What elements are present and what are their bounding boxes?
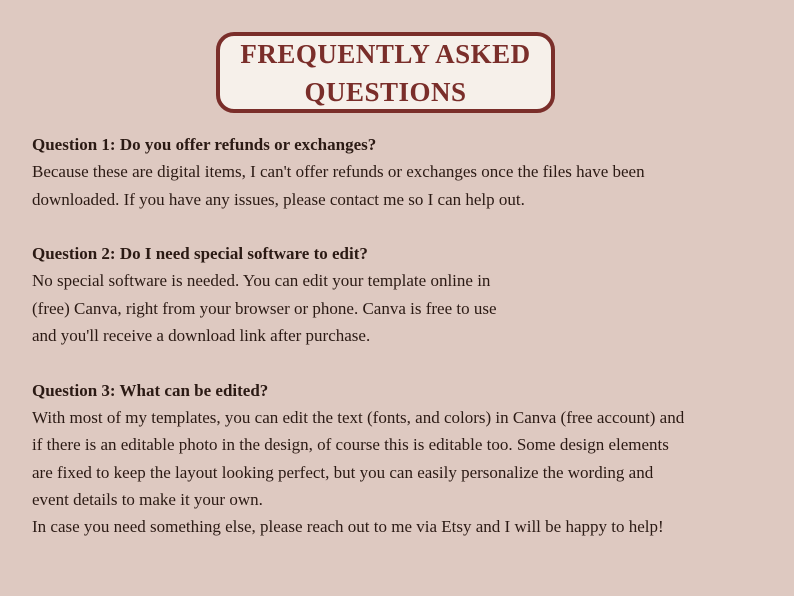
page-title-line-1: FREQUENTLY ASKED	[240, 38, 531, 69]
answer-1-line-1: Because these are digital items, I can't offer refunds or exchanges once the files have been	[32, 162, 645, 182]
faq-item-1	[32, 131, 777, 213]
faq-title-box	[216, 32, 555, 113]
spacer	[32, 213, 777, 240]
answer-3-line-4: event details to make it your own.	[32, 489, 263, 509]
question-3: Question 3: What can be edited?	[32, 380, 269, 400]
answer-3-line-2: if there is an editable photo in the design, of course this is editable too. Some design elements	[32, 435, 669, 455]
answer-2-line-3: and you'll receive a download link after purchase.	[32, 326, 371, 346]
answer-2-line-1: No special software is needed. You can edit your template online in	[32, 271, 491, 291]
question-1: Question 1: Do you offer refunds or exchanges?	[32, 135, 377, 154]
answer-2-line-2: (free) Canva, right from your browser or phone. Canva is free to use	[32, 298, 497, 318]
answer-3-line-3: are fixed to keep the layout looking perfect, but you can easily personalize the wording and	[32, 462, 654, 482]
faq-item-3	[32, 377, 777, 541]
answer-1-line-2: downloaded. If you have any issues, please contact me so I can help out.	[32, 189, 525, 209]
answer-3-line-5: In case you need something else, please reach out to me via Etsy and I will be happy to help!	[32, 517, 664, 537]
faq-list	[32, 131, 777, 540]
faq-item-2	[32, 240, 777, 349]
question-2: Question 2: Do I need special software to edit?	[32, 244, 368, 264]
spacer	[32, 349, 777, 376]
answer-3-line-1: With most of my templates, you can edit the text (fonts, and colors) in Canva (free account) and	[32, 407, 685, 427]
page-title-line-2: QUESTIONS	[304, 76, 467, 107]
